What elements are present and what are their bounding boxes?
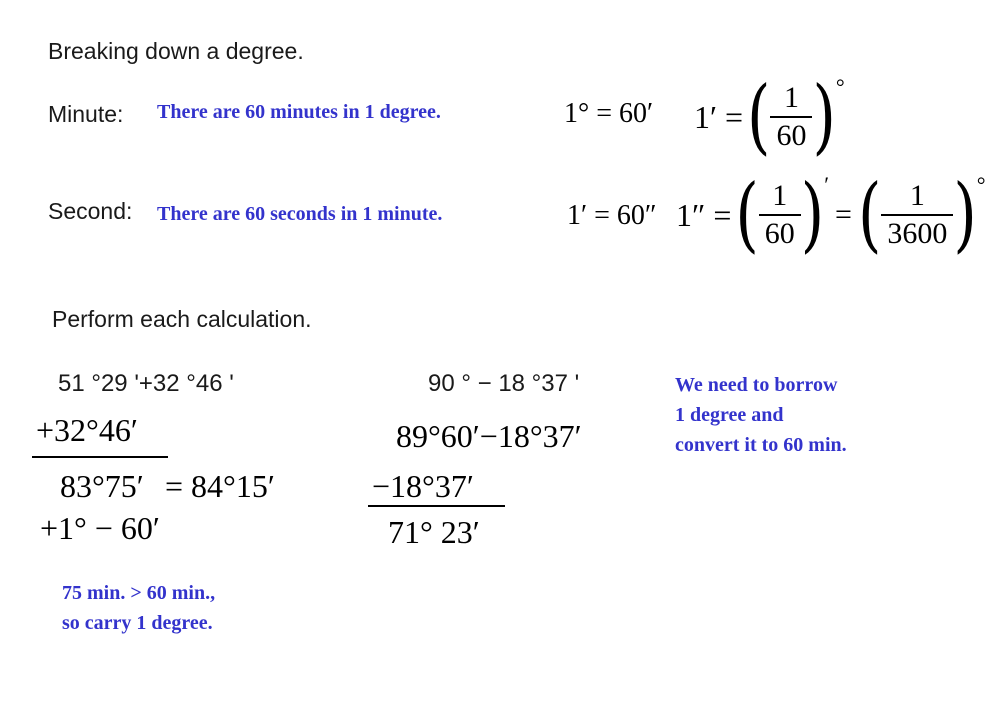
problem1-result: = 84°15′: [165, 468, 275, 504]
left-paren: (: [747, 69, 771, 165]
left-paren: (: [735, 167, 759, 263]
numerator: 1: [909, 179, 925, 212]
perform-heading: Perform each calculation.: [52, 306, 312, 332]
degree-to-minute-formula: 1° = 60′: [564, 98, 654, 129]
problem2-rewritten: 89°60′−18°37′: [396, 418, 582, 454]
carry-note-line: so carry 1 degree.: [62, 612, 213, 634]
borrow-note: [675, 370, 847, 460]
left-paren: (: [857, 167, 882, 263]
problem1-carry: +1° − 60′: [40, 510, 160, 546]
borrow-note-line: We need to borrow: [675, 374, 838, 396]
minute-label: Minute:: [48, 101, 124, 127]
second-label: Second:: [48, 198, 133, 224]
page-title: Breaking down a degree.: [48, 38, 304, 64]
equals-sign: =: [835, 198, 852, 231]
denominator: 3600: [887, 217, 948, 250]
right-paren: ): [812, 69, 836, 165]
problem1-addend: +32°46′: [36, 412, 138, 448]
right-paren: ): [800, 167, 825, 263]
fraction: [881, 178, 953, 252]
problem2-difference-rule: [368, 505, 505, 507]
borrow-note-line: 1 degree and: [675, 404, 784, 426]
minute-fraction-formula: [694, 69, 845, 165]
exponent: ′: [824, 172, 830, 197]
minutes-fact-note: There are 60 minutes in 1 degree.: [157, 101, 441, 123]
numerator: 1: [783, 81, 799, 114]
seconds-fact-note: There are 60 seconds in 1 minute.: [157, 203, 443, 225]
fraction: [759, 178, 801, 252]
exponent: °: [835, 74, 845, 99]
carry-note-line: 75 min. > 60 min.,: [62, 582, 216, 604]
problem2-difference: 71° 23′: [388, 514, 480, 550]
problem1-header: 51 °29 '+32 °46 ': [58, 370, 234, 397]
problem2-header: 90 ° − 18 °37 ': [428, 370, 580, 397]
problem1-sum: 83°75′: [60, 468, 144, 504]
formula-lhs: 1′ =: [694, 98, 744, 135]
carry-note: [62, 578, 215, 638]
denominator: 60: [776, 119, 807, 152]
right-paren: ): [953, 167, 977, 263]
formula-lhs: 1″ =: [676, 196, 732, 233]
problem1-sum-rule: [32, 456, 168, 458]
numerator: 1: [772, 179, 788, 212]
minute-to-second-formula: 1′ = 60″: [567, 200, 657, 231]
borrow-note-line: convert it to 60 min.: [675, 434, 847, 456]
fraction: [770, 80, 812, 154]
exponent: °: [976, 172, 986, 197]
second-fraction-formula: [676, 167, 986, 263]
denominator: 60: [764, 217, 795, 250]
problem2-subtrahend: −18°37′: [372, 468, 474, 504]
